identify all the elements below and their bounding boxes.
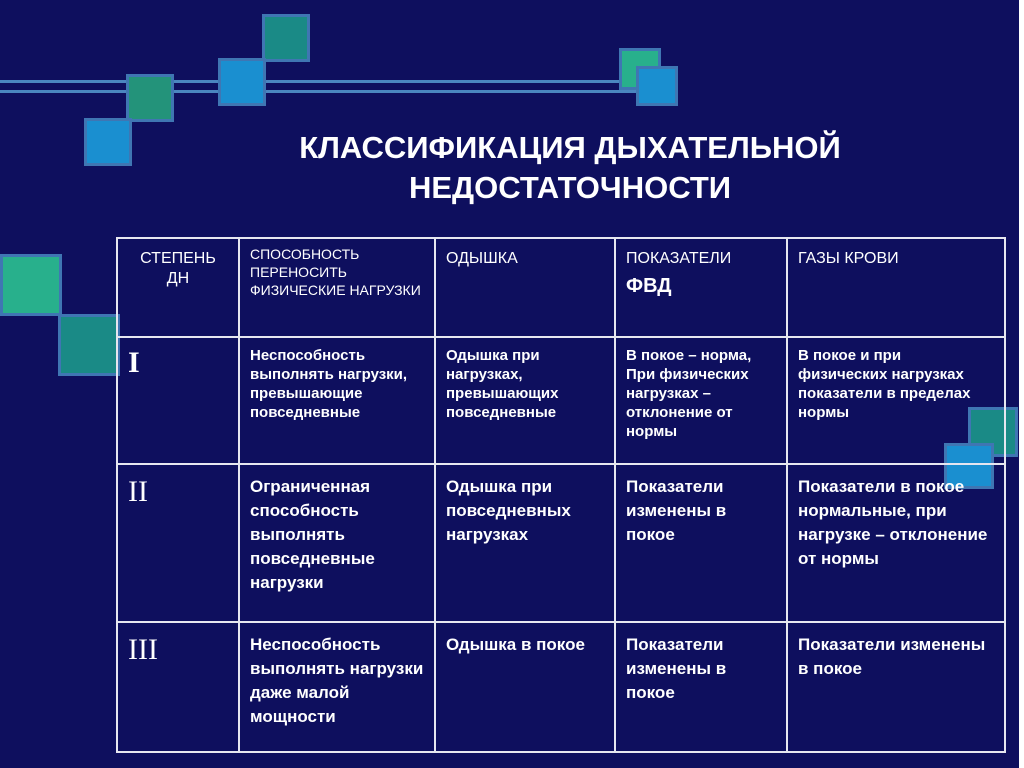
table-header-row xyxy=(117,238,1005,337)
degree-cell xyxy=(117,622,239,752)
title-line-1: КЛАССИФИКАЦИЯ ДЫХАТЕЛЬНОЙ xyxy=(299,130,841,165)
header-dyspnea: ОДЫШКА xyxy=(435,238,615,337)
table-row xyxy=(117,622,1005,752)
dyspnea-cell: Одышка при повседневных нагрузках xyxy=(435,464,615,622)
header-gases: ГАЗЫ КРОВИ xyxy=(787,238,1005,337)
decor-line xyxy=(0,90,670,93)
capacity-cell: Ограниченная способность выполнять повседневные нагрузки xyxy=(239,464,435,622)
header-fvd-top: ПОКАЗАТЕЛИ xyxy=(626,250,732,267)
title-line-2: НЕДОСТАТОЧНОСТИ xyxy=(408,170,732,205)
page-title xyxy=(220,128,920,208)
header-capacity: СПОСОБНОСТЬ ПЕРЕНОСИТЬ ФИЗИЧЕСКИЕ НАГРУЗКИ xyxy=(239,238,435,337)
fvd-load: При физических нагрузках – отклонение от нормы xyxy=(626,366,749,440)
header-degree: СТЕПЕНЬ ДН xyxy=(117,238,239,337)
decor-square xyxy=(0,254,62,316)
gases-cell: Показатели в покое нормальные, при нагрузке – отклонение от нормы xyxy=(787,464,1005,622)
decor-square xyxy=(126,74,174,122)
capacity-cell: Неспособность выполнять нагрузки, превышающие повседневные xyxy=(239,337,435,464)
capacity-cell: Неспособность выполнять нагрузки даже малой мощности xyxy=(239,622,435,752)
degree-value: II xyxy=(128,475,148,508)
fvd-cell: Показатели изменены в покое xyxy=(615,622,787,752)
decor-square xyxy=(262,14,310,62)
gases-cell: Показатели изменены в покое xyxy=(787,622,1005,752)
dyspnea-cell: Одышка при нагрузках, превышающих повседневные xyxy=(435,337,615,464)
degree-value: III xyxy=(128,633,158,666)
header-fvd-bottom: ФВД xyxy=(626,275,672,297)
degree-cell xyxy=(117,337,239,464)
fvd-cell xyxy=(615,337,787,464)
degree-value: I xyxy=(128,346,140,379)
header-fvd xyxy=(615,238,787,337)
table-row xyxy=(117,337,1005,464)
table-row xyxy=(117,464,1005,622)
gases-cell: В покое и при физических нагрузках показатели в пределах нормы xyxy=(787,337,1005,464)
decor-square xyxy=(636,66,678,106)
decor-line xyxy=(0,80,670,83)
fvd-cell: Показатели изменены в покое xyxy=(615,464,787,622)
fvd-rest: В покое – норма, xyxy=(626,347,752,364)
decor-square xyxy=(218,58,266,106)
dyspnea-cell: Одышка в покое xyxy=(435,622,615,752)
decor-square xyxy=(84,118,132,166)
decor-square xyxy=(58,314,120,376)
degree-cell xyxy=(117,464,239,622)
classification-table xyxy=(116,237,1006,753)
